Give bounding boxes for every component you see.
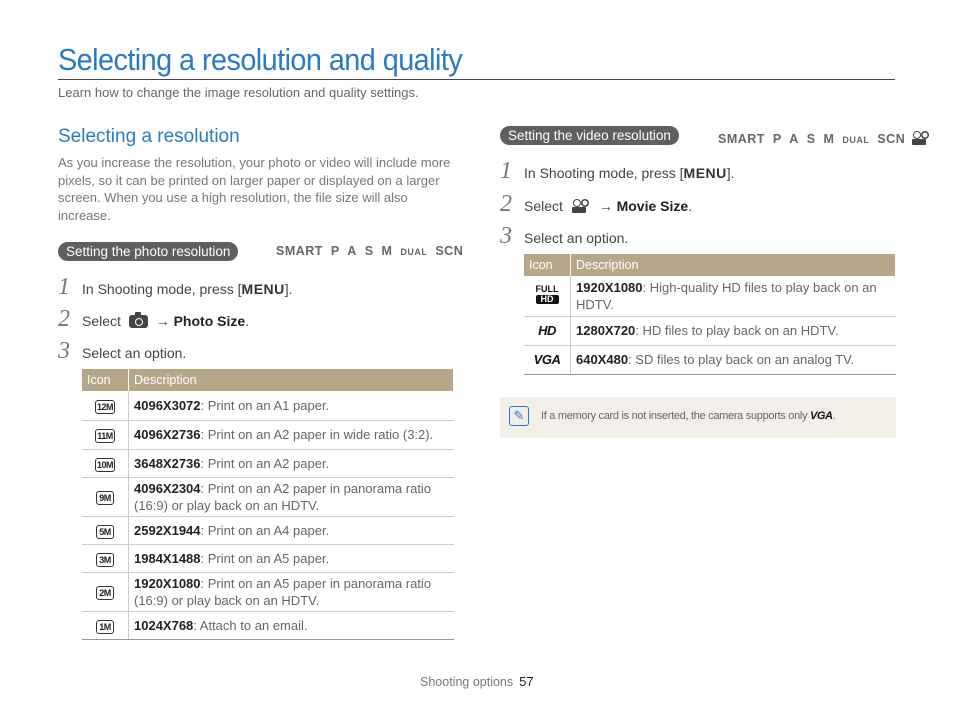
resolution-2m-icon: 2M (96, 586, 114, 600)
menu-key: MENU (241, 281, 285, 297)
note-box (500, 397, 896, 438)
photo-mode-list (276, 244, 463, 258)
mode-smart: SMART (718, 132, 765, 146)
step-number: 2 (500, 191, 512, 217)
mode-m: M (381, 244, 393, 258)
mode-scn: SCN (877, 132, 906, 146)
footer-label: Shooting options (420, 675, 514, 689)
note-text: If a memory card is not inserted, the camera supports only VGA. (541, 410, 836, 422)
hd-icon: HD (538, 323, 556, 338)
video-resolution-table (524, 254, 896, 375)
camera-icon (129, 315, 148, 328)
vga-icon: VGA (810, 410, 833, 422)
table-row: 9M 4096X2304: Print on an A2 paper in panorama ratio (16:9) or play back on an HDTV. (82, 477, 454, 516)
page-number: 57 (519, 674, 534, 689)
step-text: In Shooting mode, press [MENU]. (82, 281, 293, 297)
table-row: 11M 4096X2736: Print on an A2 paper in wide ratio (3:2). (82, 420, 454, 449)
step-number: 3 (500, 223, 512, 249)
resolution-5m-icon: 5M (96, 525, 114, 539)
table-row: FULL HD 1920X1080: High-quality HD files to play back on an HDTV. (524, 276, 896, 316)
resolution-12m-icon: 12M (96, 401, 113, 412)
mode-dual-is: DUAL (842, 135, 870, 145)
step-text: Select an option. (82, 345, 187, 361)
note-icon: ✎ (509, 406, 529, 426)
resolution-3m-icon: 3M (96, 553, 114, 567)
table-row: 10M 3648X2736: Print on an A2 paper. (82, 449, 454, 477)
photo-step-1 (58, 274, 448, 311)
header-description: Description (571, 254, 896, 276)
mode-smart: SMART (276, 244, 323, 258)
resolution-11m-icon: 11M (97, 431, 113, 441)
video-step-2 (500, 191, 890, 228)
mode-p: P (330, 244, 340, 258)
step-text: Select → Photo Size. (82, 313, 250, 329)
step-text: In Shooting mode, press [MENU]. (524, 165, 735, 181)
mode-m: M (823, 132, 835, 146)
page-title: Selecting a resolution and quality (58, 42, 463, 77)
page-footer (420, 674, 534, 689)
photo-resolution-pill: Setting the photo resolution (58, 242, 238, 261)
step-number: 1 (500, 158, 512, 184)
video-step-1 (500, 158, 890, 195)
step-number: 1 (58, 274, 70, 300)
header-icon: Icon (524, 254, 571, 276)
mode-s: S (364, 244, 374, 258)
video-mode-list (718, 131, 927, 146)
video-resolution-pill: Setting the video resolution (500, 126, 679, 145)
mode-p: P (772, 132, 782, 146)
table-row: VGA 640X480: SD files to play back on an analog TV. (524, 345, 896, 374)
table-row: 2M 1920X1080: Print on an A5 paper in panorama ratio (16:9) or play back on an HDTV. (82, 572, 454, 611)
step-text: Select → Movie Size. (524, 198, 693, 214)
section-heading: Selecting a resolution (58, 126, 240, 147)
title-divider (58, 79, 895, 80)
page-subtitle: Learn how to change the image resolution and quality settings. (58, 85, 419, 100)
resolution-1m-icon: 1M (96, 620, 114, 634)
resolution-10m-icon: 10M (96, 459, 113, 470)
mode-s: S (806, 132, 816, 146)
movie-icon (911, 131, 927, 145)
mode-a: A (789, 132, 799, 146)
header-description: Description (129, 369, 454, 391)
mode-dual-is: DUAL (400, 247, 428, 257)
menu-key: MENU (683, 165, 727, 181)
full-hd-icon: FULL HD (535, 284, 559, 305)
photo-step-2 (58, 306, 448, 343)
step-number: 3 (58, 338, 70, 364)
photo-resolution-table (82, 369, 454, 640)
table-row: 12M 4096X3072: Print on an A1 paper. (82, 391, 454, 420)
section-body: As you increase the resolution, your photo or video will include more pixels, so it can be printed on larger paper or displayed on a larger screen. When you use a high resolution, the file size will also increase. (58, 155, 451, 223)
table-row: 3M 1984X1488: Print on an A5 paper. (82, 544, 454, 572)
table-row: 1M 1024X768: Attach to an email. (82, 611, 454, 639)
step-number: 2 (58, 306, 70, 332)
step-text: Select an option. (524, 230, 629, 246)
movie-icon (571, 199, 591, 213)
table-row: HD 1280X720: HD files to play back on an HDTV. (524, 316, 896, 345)
mode-a: A (347, 244, 357, 258)
resolution-9m-icon: 9M (96, 491, 114, 505)
header-icon: Icon (82, 369, 129, 391)
mode-scn: SCN (435, 244, 464, 258)
vga-icon: VGA (533, 352, 561, 367)
table-row: 5M 2592X1944: Print on an A4 paper. (82, 516, 454, 544)
